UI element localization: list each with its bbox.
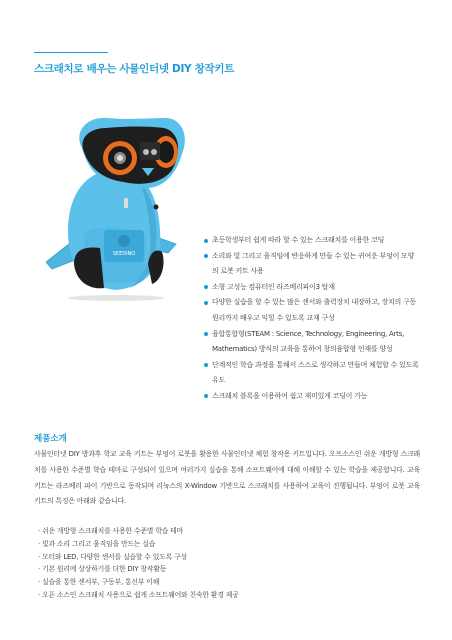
owl-robot-image — [44, 112, 194, 302]
feature-item: 스크래치 블록을 이용하여 쉽고 재미있게 코딩이 가능 — [203, 389, 419, 405]
page-title: 스크래치로 배우는 사물인터넷 DIY 창작키트 — [34, 63, 235, 75]
summary-item: · 오픈 소스인 스크래치 사용으로 쉽게 소프트웨어와 친숙한 환경 제공 — [38, 589, 239, 602]
section-title: 제품소개 — [34, 434, 67, 444]
summary-list — [38, 525, 239, 602]
summary-item: · 쉬운 개방형 스크래치를 사용한 수준별 학습 테마 — [38, 525, 239, 538]
summary-item: · 빛과 소리 그리고 움직임을 만드는 실습 — [38, 538, 239, 551]
title-rule — [34, 52, 108, 53]
feature-item: 단계적인 학습 과정을 통해서 스스로 생각하고 만들며 체험할 수 있도록 유도 — [203, 358, 419, 389]
summary-item: · 실습을 통한 센서부, 구동부, 통신부 이해 — [38, 576, 239, 589]
summary-item: · 기본 원리에 상상하기를 더한 DIY 창작활동 — [38, 563, 239, 576]
robot-badge-text: SEEDINO — [112, 251, 136, 257]
feature-item: 다양한 실습을 할 수 있는 많은 센서와 출력장치 내장하고, 장치의 구동 원리까지 배우고 익힐 수 있도록 교재 구성 — [203, 295, 419, 326]
intro-paragraph: 사물인터넷 DIY 방과후 학교 교육 키트는 부엉이 로봇을 활용한 사물인터넷 체험 창작용 키트입니다. 오프소스인 쉬운 개방형 스크래치를 사용한 수준별 학습 테마로 구성되어 있으며 여러가지 실습을 통해 소프트웨어에 대해 이해할 수 있는 학습을 제공합니다. 교육 키트는 라즈베리 파이 기반으로 동작되며 리눅스의 X-Window 기반으로 스크래치를 사용하여 교육이 진행됩니다. 부엉이 로봇 교육 키트의 특징은 아래와 같습니다. — [34, 450, 420, 506]
summary-item: · 모터와 LED, 다양한 센서를 실습할 수 있도록 구성 — [38, 551, 239, 564]
feature-item: 초등학생부터 쉽게 따라 할 수 있는 스크래치를 이용한 코딩 — [203, 233, 419, 249]
feature-item: 융합통합형(STEAM : Science, Technology, Engineering, Arts, Mathematics) 방식의 교육을 통하여 창의융합형 인재를 양성 — [203, 327, 419, 358]
feature-list — [203, 233, 419, 405]
feature-item: 소리와 빛 그리고 움직임에 반응하게 만들 수 있는 귀여운 부엉이 모양의 로봇 키트 사용 — [203, 249, 419, 280]
feature-item: 소형 고성능 컴퓨터인 라즈베리파이3 탑재 — [203, 280, 419, 296]
